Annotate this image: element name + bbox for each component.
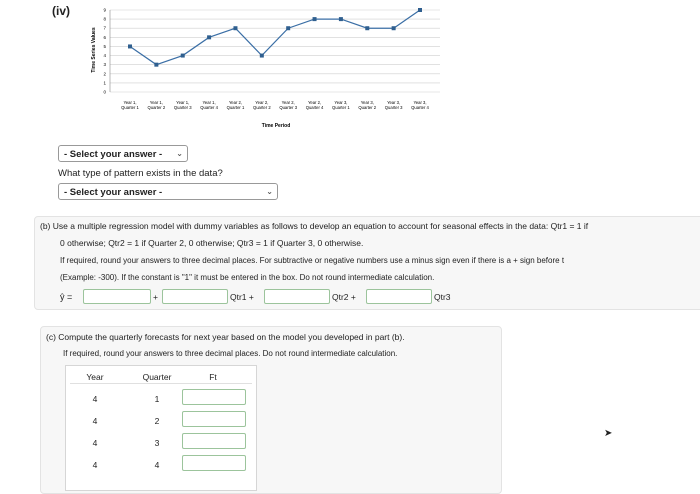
time-series-chart	[88, 0, 450, 134]
x-tick-label: Year 3, Quarter 4	[411, 100, 429, 110]
part-c-line1: (c) Compute the quarterly forecasts for next year based on the model you developed in part (b).	[46, 332, 405, 342]
y-tick-label: 2	[103, 71, 106, 77]
chevron-down-icon: ⌄	[266, 187, 273, 196]
data-point	[392, 26, 396, 30]
qtr1-label: Qtr1 +	[230, 292, 254, 302]
y-tick-label: 5	[103, 43, 106, 49]
y-tick-label: 1	[103, 80, 106, 86]
part-c-line2: If required, round your answers to three decimal places. Do not round intermediate calculation.	[63, 349, 398, 358]
header-ft: Ft	[209, 372, 217, 382]
part-iv-label: (iv)	[52, 4, 70, 18]
row-1-quarter: 1	[154, 394, 160, 404]
x-tick-label: Year 1, Quarter 3	[173, 100, 192, 110]
row-1-year: 4	[92, 394, 98, 404]
x-tick-label: Year 1, Quarter 1	[121, 100, 139, 110]
y-tick-label: 4	[103, 53, 106, 59]
row-4-quarter: 4	[154, 460, 160, 470]
x-tick-label: Year 2, Quarter 2	[252, 100, 271, 110]
data-point	[339, 17, 343, 21]
x-tick-label: Year 3, Quarter 1	[332, 100, 350, 110]
part-b-line3: If required, round your answers to three decimal places. For subtractive or negative numbers use a minus sign even if there is a + sign before t	[60, 256, 565, 265]
part-b-panel	[34, 216, 700, 310]
data-point	[181, 54, 185, 58]
pattern-select-1[interactable]	[58, 145, 188, 162]
qtr2-label: Qtr2 +	[332, 292, 356, 302]
forecast-input-q2[interactable]	[182, 411, 246, 427]
qtr2-coefficient-input[interactable]	[264, 289, 330, 304]
chevron-down-icon: ⌄	[176, 149, 183, 158]
x-tick-label: Year 2, Quarter 1	[226, 100, 245, 110]
y-tick-label: 9	[103, 7, 106, 13]
x-tick-label: Year 3, Quarter 2	[358, 100, 377, 110]
plus-label: +	[153, 292, 158, 302]
part-b-line4: (Example: -300). If the constant is "1" it must be entered in the box. Do not round intermediate calculation.	[60, 273, 435, 282]
mouse-cursor-icon: ➤	[604, 428, 613, 439]
data-point	[365, 26, 369, 30]
constant-input[interactable]	[83, 289, 151, 304]
forecast-input-q3[interactable]	[182, 433, 246, 449]
part-b-line1: (b) Use a multiple regression model with dummy variables as follows to develop an equation to account for seasonal effects in the data: Qtr1 = 1 if	[40, 221, 589, 231]
data-point	[154, 63, 158, 67]
forecast-table	[65, 365, 257, 491]
qtr1-coefficient-input[interactable]	[162, 289, 228, 304]
y-tick-label: 8	[103, 16, 106, 22]
x-tick-label: Year 2, Quarter 3	[279, 100, 298, 110]
header-quarter: Quarter	[142, 372, 172, 382]
y-tick-label: 0	[103, 89, 106, 95]
data-point	[128, 44, 132, 48]
y-tick-label: 6	[103, 34, 106, 40]
data-point	[313, 17, 317, 21]
x-axis-label: Time Period	[261, 123, 291, 129]
x-tick-label: Year 2, Quarter 4	[305, 100, 324, 110]
y-axis-label: Time Series Values	[91, 27, 97, 73]
x-tick-label: Year 1, Quarter 2	[147, 100, 166, 110]
y-tick-label: 3	[103, 62, 106, 68]
data-point	[233, 26, 237, 30]
data-point	[418, 8, 422, 12]
pattern-question: What type of pattern exists in the data?	[58, 168, 223, 179]
data-point	[207, 35, 211, 39]
pattern-select-2-label: - Select your answer -	[64, 187, 163, 198]
qtr3-label: Qtr3	[434, 292, 451, 302]
x-tick-label: Year 3, Quarter 3	[384, 100, 403, 110]
data-point	[286, 26, 290, 30]
row-4-year: 4	[92, 460, 98, 470]
row-2-quarter: 2	[154, 416, 160, 426]
qtr3-coefficient-input[interactable]	[366, 289, 432, 304]
forecast-input-q4[interactable]	[182, 455, 246, 471]
header-year: Year	[86, 372, 104, 382]
header-divider	[70, 383, 252, 384]
pattern-select-1-label: - Select your answer -	[64, 149, 163, 160]
y-hat-label: ŷ =	[60, 292, 73, 302]
row-3-year: 4	[92, 438, 98, 448]
part-b-line2: 0 otherwise; Qtr2 = 1 if Quarter 2, 0 otherwise; Qtr3 = 1 if Quarter 3, 0 otherwise.	[60, 238, 364, 248]
data-point	[260, 54, 264, 58]
part-c-panel	[40, 326, 502, 494]
x-tick-label: Year 1, Quarter 4	[200, 100, 218, 110]
pattern-select-2[interactable]	[58, 183, 278, 200]
row-2-year: 4	[92, 416, 98, 426]
row-3-quarter: 3	[154, 438, 160, 448]
forecast-input-q1[interactable]	[182, 389, 246, 405]
y-tick-label: 7	[103, 25, 106, 31]
